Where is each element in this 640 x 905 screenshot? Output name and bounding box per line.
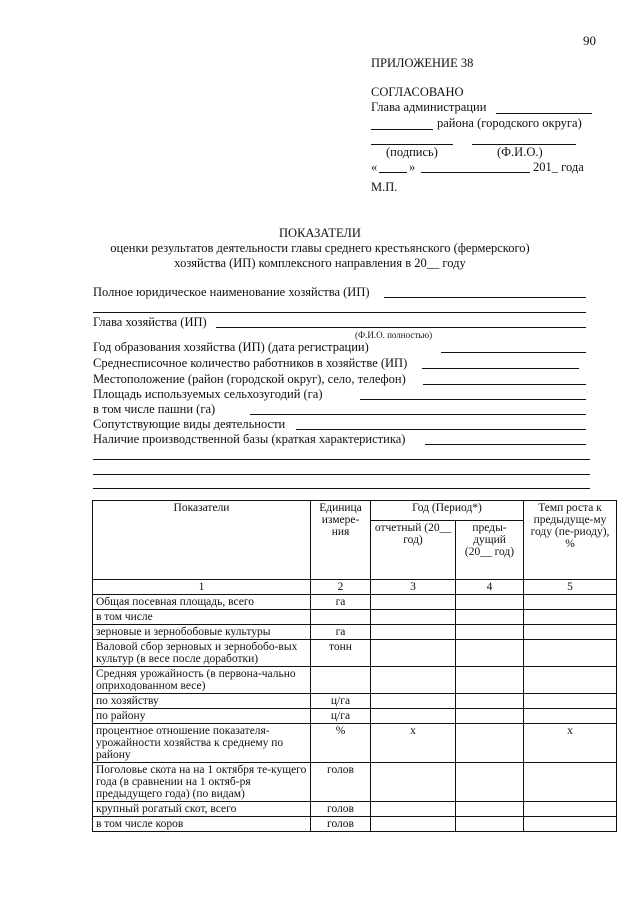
row-previous-value [456, 610, 524, 625]
field-area-line [360, 399, 586, 400]
column-number: 4 [456, 580, 524, 595]
table-row [93, 610, 617, 625]
row-growth-value [524, 817, 617, 832]
table-row [93, 724, 617, 763]
row-indicator-name: в том числе коров [93, 817, 311, 832]
field-base-line-2 [93, 459, 590, 460]
row-growth-value [524, 625, 617, 640]
field-head-note: (Ф.И.О. полностью) [355, 330, 433, 340]
row-reporting-value [371, 802, 456, 817]
field-base-line-4 [93, 488, 590, 489]
field-workers-line [422, 368, 579, 369]
row-growth-value: x [524, 724, 617, 763]
row-previous-value [456, 667, 524, 694]
row-growth-value [524, 595, 617, 610]
header-unit: Единица измере-ния [311, 501, 371, 580]
field-location-line [423, 384, 586, 385]
table-row [93, 763, 617, 802]
field-base-line-3 [93, 474, 590, 475]
row-unit [311, 667, 371, 694]
document-title: ПОКАЗАТЕЛИ [279, 226, 361, 240]
row-unit: га [311, 625, 371, 640]
row-growth-value [524, 610, 617, 625]
row-reporting-value [371, 763, 456, 802]
field-head: Глава хозяйства (ИП) [93, 315, 207, 329]
row-unit: тонн [311, 640, 371, 667]
table-row [93, 667, 617, 694]
appendix-label: ПРИЛОЖЕНИЕ 38 [371, 56, 474, 70]
row-reporting-value [371, 817, 456, 832]
row-previous-value [456, 694, 524, 709]
field-base-line [425, 444, 586, 445]
field-head-line [216, 327, 586, 328]
row-growth-value [524, 667, 617, 694]
table-row [93, 694, 617, 709]
row-previous-value [456, 802, 524, 817]
table-row [93, 625, 617, 640]
row-unit: голов [311, 817, 371, 832]
row-growth-value [524, 763, 617, 802]
field-year-established-line [441, 352, 586, 353]
field-activities-line [296, 429, 586, 430]
row-previous-value [456, 625, 524, 640]
row-unit: голов [311, 763, 371, 802]
row-previous-value [456, 640, 524, 667]
row-reporting-value [371, 667, 456, 694]
header-indicators: Показатели [93, 501, 311, 580]
column-number: 1 [93, 580, 311, 595]
row-reporting-value [371, 640, 456, 667]
header-growth: Темп роста к предыдуще-му году (пе-риоду), % [524, 501, 617, 580]
date-open-quote: « [371, 160, 378, 174]
field-area: Площадь используемых сельхозугодий (га) [93, 387, 323, 401]
row-reporting-value [371, 625, 456, 640]
field-arable-line [250, 414, 586, 415]
row-unit: ц/га [311, 709, 371, 724]
document-subtitle-2: хозяйства (ИП) комплексного направления в 20__ году [174, 256, 466, 270]
row-previous-value [456, 709, 524, 724]
table-row [93, 595, 617, 610]
date-month-line [421, 172, 530, 173]
row-unit: % [311, 724, 371, 763]
row-indicator-name: в том числе [93, 610, 311, 625]
date-day-line [379, 172, 407, 173]
row-previous-value [456, 595, 524, 610]
table-row [93, 802, 617, 817]
row-indicator-name: по району [93, 709, 311, 724]
date-close-quote: » [409, 160, 416, 174]
signature-label: (подпись) [386, 145, 438, 159]
field-location: Местоположение (район (городской округ), село, телефон) [93, 372, 406, 386]
row-growth-value [524, 694, 617, 709]
row-indicator-name: процентное отношение показателя-урожайности хозяйства к среднему по району [93, 724, 311, 763]
date-year: 201_ года [533, 160, 584, 174]
row-growth-value [524, 640, 617, 667]
row-previous-value [456, 817, 524, 832]
field-base: Наличие производственной базы (краткая характеристика) [93, 432, 406, 446]
header-year: Год (Период*) [371, 501, 524, 521]
column-numbers-row [93, 580, 617, 595]
field-year-established: Год образования хозяйства (ИП) (дата регистрации) [93, 340, 369, 354]
district-line [371, 129, 433, 130]
table-row [93, 709, 617, 724]
row-growth-value [524, 709, 617, 724]
field-full-name: Полное юридическое наименование хозяйства (ИП) [93, 285, 370, 299]
column-number: 2 [311, 580, 371, 595]
row-indicator-name: Поголовье скота на на 1 октября те-кущего года (в сравнении на 1 октяб-ря предыдущего года) (по видам) [93, 763, 311, 802]
field-full-name-line [384, 297, 586, 298]
stamp-label: М.П. [371, 180, 398, 194]
row-unit: га [311, 595, 371, 610]
row-reporting-value [371, 595, 456, 610]
row-reporting-value [371, 709, 456, 724]
page-number: 90 [583, 33, 596, 48]
row-unit [311, 610, 371, 625]
indicators-table [92, 500, 617, 832]
field-workers: Среднесписочное количество работников в хозяйстве (ИП) [93, 356, 408, 370]
row-unit: голов [311, 802, 371, 817]
row-indicator-name: зерновые и зернобобовые культуры [93, 625, 311, 640]
row-unit: ц/га [311, 694, 371, 709]
row-previous-value [456, 763, 524, 802]
row-indicator-name: Общая посевная площадь, всего [93, 595, 311, 610]
header-reporting: отчетный (20__ год) [371, 521, 456, 580]
column-number: 5 [524, 580, 617, 595]
column-number: 3 [371, 580, 456, 595]
row-indicator-name: Средняя урожайность (в первона-чально оприходованном весе) [93, 667, 311, 694]
row-reporting-value [371, 694, 456, 709]
table-row [93, 817, 617, 832]
document-subtitle-1: оценки результатов деятельности главы среднего крестьянского (фермерского) [110, 241, 530, 255]
row-reporting-value: x [371, 724, 456, 763]
head-admin-label: Глава администрации [371, 100, 487, 114]
row-indicator-name: крупный рогатый скот, всего [93, 802, 311, 817]
district-label: района (городского округа) [437, 116, 582, 130]
row-previous-value [456, 724, 524, 763]
approved-label: СОГЛАСОВАНО [371, 85, 464, 99]
field-activities: Сопутствующие виды деятельности [93, 417, 286, 431]
head-admin-line [496, 113, 592, 114]
row-growth-value [524, 802, 617, 817]
fio-label: (Ф.И.О.) [497, 145, 543, 159]
row-reporting-value [371, 610, 456, 625]
field-arable: в том числе пашни (га) [93, 402, 216, 416]
row-indicator-name: по хозяйству [93, 694, 311, 709]
table-row [93, 640, 617, 667]
header-previous: преды-дущий (20__ год) [456, 521, 524, 580]
row-indicator-name: Валовой сбор зерновых и зернобобо-вых культур (в весе после доработки) [93, 640, 311, 667]
field-full-name-line-2 [93, 312, 586, 313]
